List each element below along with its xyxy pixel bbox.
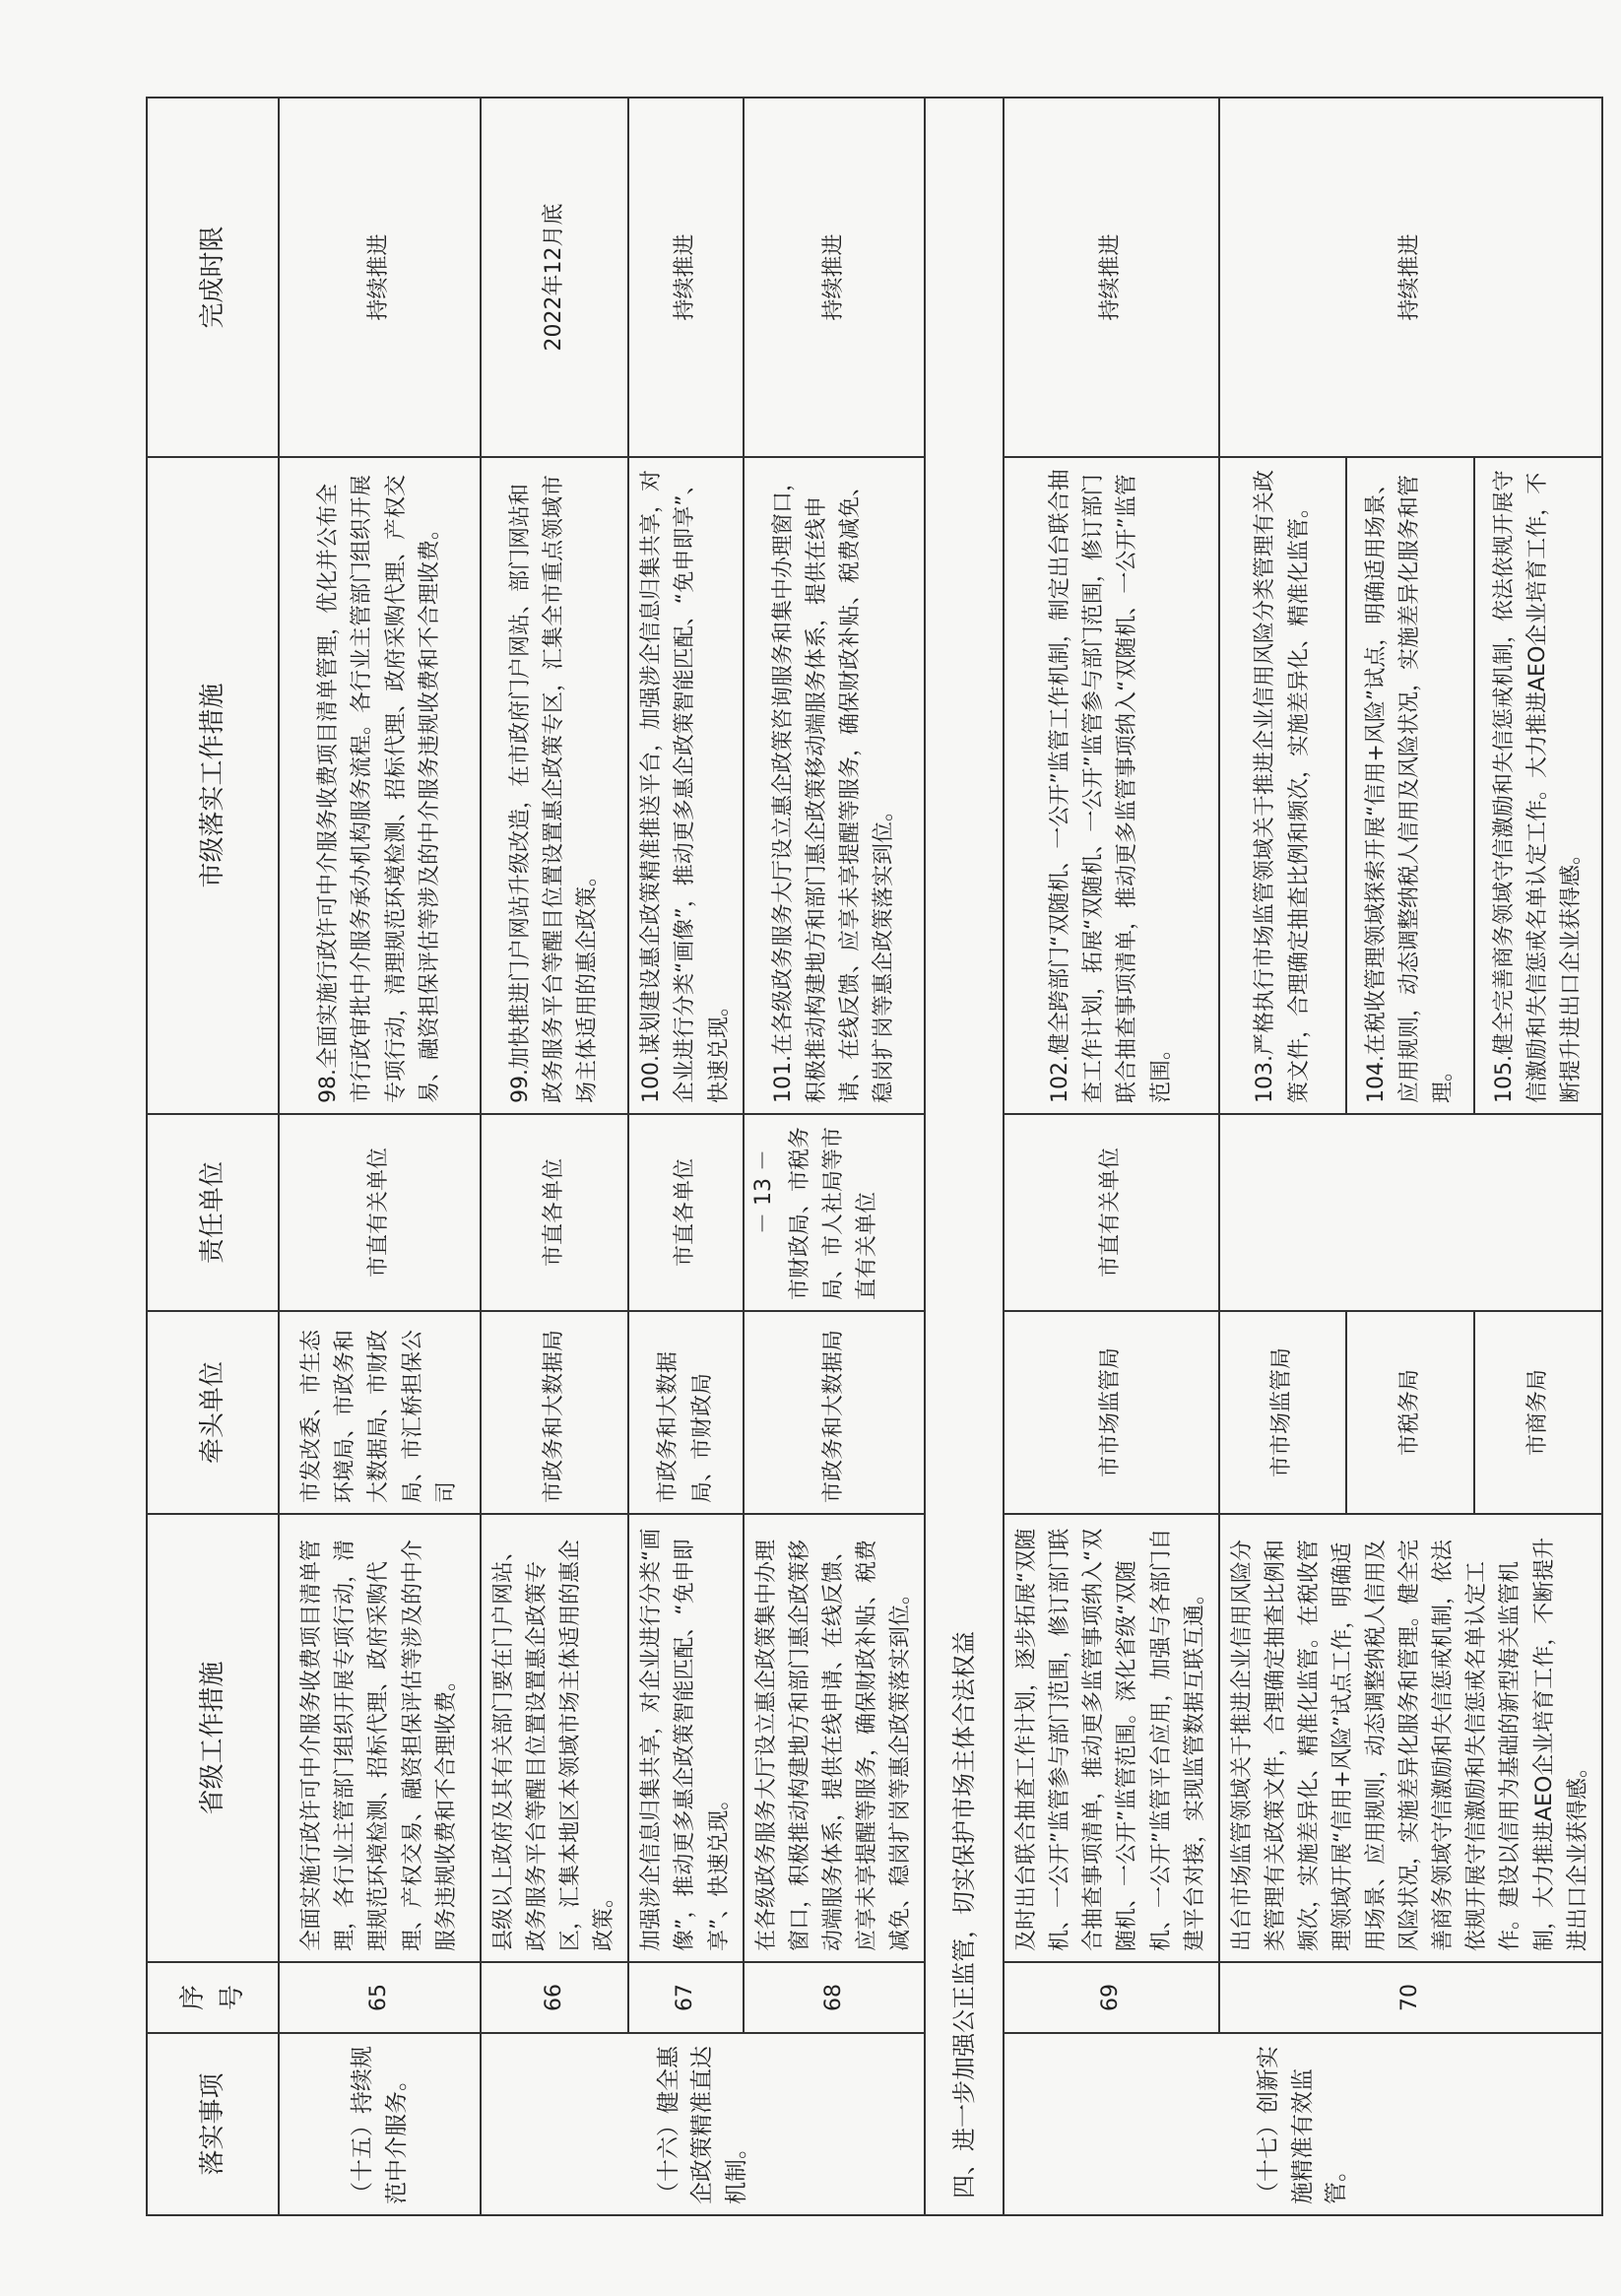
table-row (1219, 98, 1347, 2215)
row-number: 67 (628, 1962, 743, 2033)
lead-unit: 市政务和大数据局、市财政局 (628, 1311, 743, 1514)
table-row (481, 98, 628, 2215)
col-header-resp: 责任单位 (147, 1114, 279, 1311)
header-row (147, 98, 279, 2215)
city-measure: 99.加快推进门户网站升级改造，在市政府门户网站、部门网站和政务服务平台等醒目位置设置惠企政策专区，汇集全市重点领域市场主体适用的惠企政策。 (481, 457, 628, 1114)
responsible-unit (1219, 1114, 1602, 1311)
category-cell: （十七）创新实施精准有效监管。 (1004, 2033, 1602, 2215)
table-row (279, 98, 481, 2215)
city-measure: 105.健全完善商务领域守信激励和失信惩戒机制，依法依规开展守信激励和失信惩戒名单认定工作。大力推进AEO企业培育工作，不断提升进出口企业获得感。 (1474, 457, 1602, 1114)
responsible-unit: 市直有关单位 (279, 1114, 481, 1311)
provincial-measure: 县级以上政府及其有关部门要在门户网站、政务服务平台等醒目位置设置惠企政策专区，汇集本地区本领域市场主体适用的惠企政策。 (481, 1514, 628, 1962)
provincial-measure: 出台市场监管领域关于推进企业信用风险分类管理有关政策文件，合理确定抽查比例和频次，实施差异化、精准化监管。在税收管理领域开展“信用+风险”试点工作，明确适用场景、应用规则，动态调整纳税人信用及风险状况，实施差异化服务和管理。健全完善商务领域守信激励和失信惩戒机制，依法依规开展守信激励和失信惩戒名单认定工作。建设以信用为基础的新型海关监管机制，大力推进AEO企业培育工作，不断提升进出口企业获得感。 (1219, 1514, 1602, 1962)
city-measure: 103.严格执行市场监管领域关于推进企业信用风险分类管理有关政策文件，合理确定抽查比例和频次，实施差异化、精准化监管。 (1219, 457, 1347, 1114)
row-number: 68 (744, 1962, 925, 2033)
lead-unit: 市政务和大数据局 (481, 1311, 628, 1514)
provincial-measure: 加强涉企信息归集共享，对企业进行分类“画像”，推动更多惠企政策智能匹配、“免申即享”、快速兑现。 (628, 1514, 743, 1962)
col-header-lead: 牵头单位 (147, 1311, 279, 1514)
row-number: 66 (481, 1962, 628, 2033)
row-number: 65 (279, 1962, 481, 2033)
city-measure: 104.在税收管理领域探索开展“信用+风险”试点，明确适用场景、应用规则，动态调整纳税人信用及风险状况，实施差异化服务和管理。 (1346, 457, 1474, 1114)
provincial-measure: 在各级政务服务大厅设立惠企政策集中办理窗口，积极推动构建地方和部门惠企政策移动端服务体系，提供在线申请、在线反馈、应享未享提醒等服务，确保财政补贴、税费减免、稳岗扩岗等惠企政策落实到位。 (744, 1514, 925, 1962)
table-row (628, 98, 743, 2215)
row-number: 70 (1219, 1962, 1602, 2033)
responsible-unit: 市直各单位 (481, 1114, 628, 1311)
lead-unit: 市税务局 (1346, 1311, 1474, 1514)
deadline: 持续推进 (628, 98, 743, 457)
lead-unit: 市政务和大数据局 (744, 1311, 925, 1514)
col-header-item: 落实事项 (147, 2033, 279, 2215)
deadline: 2022年12月底 (481, 98, 628, 457)
col-header-provincial: 省级工作措施 (147, 1514, 279, 1962)
page-number: － 13 － (751, 1149, 776, 1234)
responsible-unit: 市直有关单位 (1004, 1114, 1219, 1311)
lead-unit: 市商务局 (1474, 1311, 1602, 1514)
lead-unit: 市市场监管局 (1004, 1311, 1219, 1514)
col-header-no: 序号 (147, 1962, 279, 2033)
col-header-deadline: 完成时限 (147, 98, 279, 457)
provincial-measure: 全面实施行政许可中介服务收费项目清单管理，各行业主管部门组织开展专项行动，清理规范环境检测、招标代理、政府采购代理、产权交易、融资担保评估等涉及的中介服务违规收费和不合理收费。 (279, 1514, 481, 1962)
deadline: 持续推进 (744, 98, 925, 457)
deadline: 持续推进 (279, 98, 481, 457)
city-measure: 102.健全跨部门“双随机、一公开”监管工作机制，制定出台联合抽查工作计划，拓展“双随机、一公开”监管参与部门范围，修订部门联合抽查事项清单，推动更多监管事项纳入“双随机、一公开”监管范围。 (1004, 457, 1219, 1114)
lead-unit: 市市场监管局 (1219, 1311, 1347, 1514)
rotated-table-wrapper (146, 98, 1621, 2216)
category-cell: （十六）健全惠企政策精准直达机制。 (481, 2033, 925, 2215)
section-title: 四、进一步加强公正监管，切实保护市场主体合法权益 (925, 98, 1004, 2215)
deadline: 持续推进 (1004, 98, 1219, 457)
col-header-city: 市级落实工作措施 (147, 457, 279, 1114)
row-number: 69 (1004, 1962, 1219, 2033)
table-row (1004, 98, 1219, 2215)
city-measure: 101.在各级政务服务大厅设立惠企政策咨询服务和集中办理窗口，积极推动构建地方和部门惠企政策移动端服务体系，提供在线申请、在线反馈、应享未享提醒等服务，确保财政补贴、税费减免、稳岗扩岗等惠企政策落实到位。 (744, 457, 925, 1114)
city-measure: 100.谋划建设惠企政策精准推送平台，加强涉企信息归集共享，对企业进行分类“画像”，推动更多惠企政策智能匹配、“免申即享”、快速兑现。 (628, 457, 743, 1114)
section-row (925, 98, 1004, 2215)
city-measure: 98.全面实施行政许可中介服务收费项目清单管理，优化并公布全市行政审批中介服务承办机构服务流程。各行业主管部门组织开展专项行动，清理规范环境检测、招标代理、政府采购代理、产权交易、融资担保评估等涉及的中介服务违规收费和不合理收费。 (279, 457, 481, 1114)
deadline: 持续推进 (1219, 98, 1602, 457)
lead-unit: 市发改委、市生态环境局、市政务和大数据局、市财政局、市汇桥担保公司 (279, 1311, 481, 1514)
measures-table (146, 97, 1603, 2216)
category-cell: （十五）持续规范中介服务。 (279, 2033, 481, 2215)
responsible-unit: 市直各单位 (628, 1114, 743, 1311)
provincial-measure: 及时出台联合抽查工作计划，逐步拓展“双随机、一公开”监管参与部门范围，修订部门联合抽查事项清单，推动更多监管事项纳入“双随机、一公开”监管范围。深化省级“双随机、一公开”监管平台应用，加强与各部门自建平台对接，实现监管数据互联互通。 (1004, 1514, 1219, 1962)
responsible-unit: 市财政局、市税务局、市人社局等市直有关单位 (744, 1114, 925, 1311)
